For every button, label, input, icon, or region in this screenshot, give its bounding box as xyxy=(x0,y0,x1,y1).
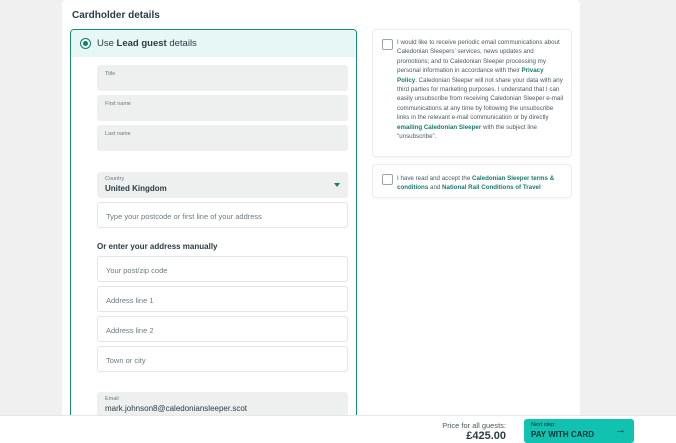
marketing-consent-text xyxy=(397,38,565,141)
email-caledonian-link[interactable]: emailing Caledonian Sleeper xyxy=(397,123,482,131)
terms-consent-box xyxy=(372,164,572,198)
lead-suffix: details xyxy=(166,38,197,49)
pay-label: PAY WITH CARD xyxy=(531,430,594,439)
lead-bold: Lead guest xyxy=(116,38,167,49)
marketing-text-1: I would like to receive periodic email communications about Caledonian Sleepers' services, news updates and promotions; and to Caledonian Sleeper processing my personal information in accordance with their xyxy=(397,39,560,75)
lead-guest-panel xyxy=(70,29,357,424)
postcode-lookup-placeholder: Type your postcode or first line of your address xyxy=(106,212,262,221)
total-price: £425.00 xyxy=(466,430,506,442)
pay-with-card-button[interactable] xyxy=(524,419,634,443)
address-line-2-placeholder: Address line 2 xyxy=(106,326,154,335)
lead-guest-label xyxy=(97,38,197,49)
city-input[interactable] xyxy=(97,346,348,372)
rail-conditions-link[interactable]: National Rail Conditions of Travel xyxy=(442,184,541,192)
marketing-consent-checkbox[interactable] xyxy=(382,39,393,50)
country-label: Country xyxy=(105,176,125,182)
marketing-consent-box xyxy=(372,29,572,157)
postcode-lookup-input[interactable] xyxy=(97,202,348,228)
lead-guest-radio[interactable] xyxy=(80,38,91,49)
price-label: Price for all guests: xyxy=(442,421,506,430)
use-lead-guest-option[interactable] xyxy=(71,30,356,57)
manual-address-heading: Or enter your address manually xyxy=(97,242,218,251)
first-name-field-label: First name xyxy=(105,101,131,107)
address-line-2-input[interactable] xyxy=(97,316,348,342)
chevron-down-icon xyxy=(334,183,340,187)
next-step-label: Next step: xyxy=(531,422,556,428)
first-name-field[interactable] xyxy=(97,95,348,121)
arrow-right-icon: → xyxy=(615,424,626,436)
city-placeholder: Town or city xyxy=(106,356,146,365)
privacy-policy-link[interactable]: Privacy Policy xyxy=(397,67,544,84)
title-field[interactable] xyxy=(97,65,348,91)
radio-selected-dot xyxy=(83,41,88,46)
email-value: mark.johnson8@caledoniansleeper.scot xyxy=(105,404,247,413)
country-select[interactable] xyxy=(97,172,348,198)
marketing-text-3: with the subject line "unsubscribe". xyxy=(397,123,537,141)
terms-consent-text xyxy=(397,174,565,193)
title-field-label: Title xyxy=(105,71,116,77)
country-value: United Kingdom xyxy=(105,184,167,193)
section-title: Cardholder details xyxy=(72,10,160,21)
terms-text-1: I have read and accept the xyxy=(397,175,472,182)
zip-input[interactable] xyxy=(97,256,348,282)
terms-consent-checkbox[interactable] xyxy=(382,174,393,185)
zip-placeholder: Your post/zip code xyxy=(106,266,168,275)
terms-text-2: and xyxy=(428,184,443,192)
address-line-1-placeholder: Address line 1 xyxy=(106,296,154,305)
address-line-1-input[interactable] xyxy=(97,286,348,312)
last-name-field[interactable] xyxy=(97,125,348,151)
lead-prefix: Use xyxy=(97,38,117,49)
email-label: Email xyxy=(105,396,119,402)
marketing-text-2: . Caledonian Sleeper will not share your data with any third parties for marketing purposes. I understand that I can easily unsubscribe from receiving Caledonian Sleeper e-mail communications at any time by following the unsubscribe links in the relevant e-mail communication or by directly xyxy=(397,76,564,122)
last-name-field-label: Last name xyxy=(105,131,131,137)
terms-conditions-link[interactable]: Caledonian Sleeper terms & conditions xyxy=(397,175,555,192)
